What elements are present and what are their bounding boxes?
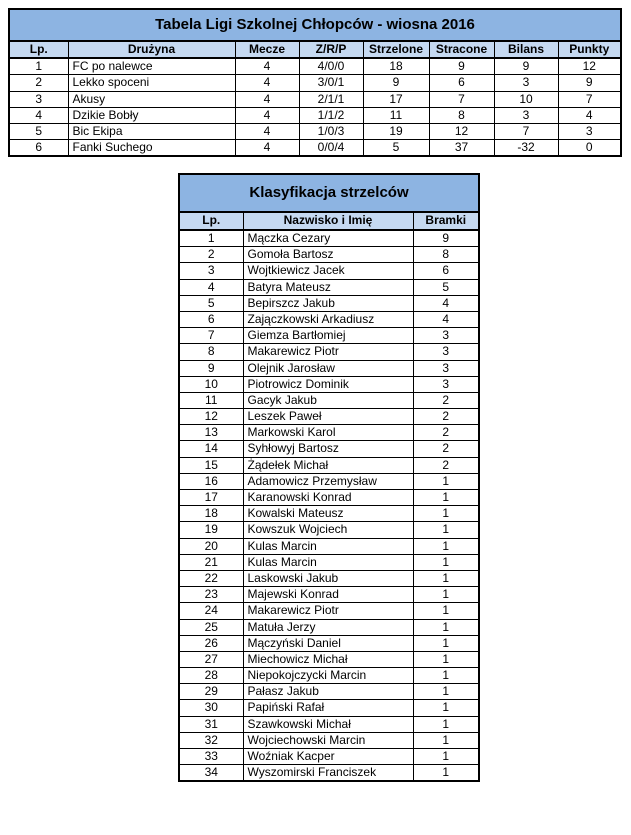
table-cell: Wojciechowski Marcin [243, 732, 413, 748]
table-cell: Kowszuk Wojciech [243, 522, 413, 538]
table-cell: 12 [558, 58, 621, 75]
table-row [179, 230, 479, 247]
table-cell: Zajączkowski Arkadiusz [243, 311, 413, 327]
table-row [179, 587, 479, 603]
table-cell: 33 [179, 749, 243, 765]
table-cell: 1 [413, 522, 479, 538]
table-row [179, 409, 479, 425]
scorers-title-row [179, 174, 479, 212]
league-header-row [9, 41, 621, 58]
column-header-druzyna: Drużyna [68, 41, 235, 58]
table-cell: 1 [413, 570, 479, 586]
table-cell: 30 [179, 700, 243, 716]
table-cell: 5 [413, 279, 479, 295]
table-cell: 1 [413, 716, 479, 732]
table-cell: 2 [413, 457, 479, 473]
table-row [179, 700, 479, 716]
table-cell: Markowski Karol [243, 425, 413, 441]
table-cell: Kulas Marcin [243, 538, 413, 554]
table-cell: 1 [413, 473, 479, 489]
table-cell: 1 [179, 230, 243, 247]
column-header-mecze: Mecze [235, 41, 299, 58]
table-row [179, 473, 479, 489]
table-row [9, 107, 621, 123]
table-cell: Leszek Paweł [243, 409, 413, 425]
table-row [179, 603, 479, 619]
table-row [179, 457, 479, 473]
table-row [179, 376, 479, 392]
table-row [179, 247, 479, 263]
table-cell: 1 [413, 587, 479, 603]
table-row [179, 311, 479, 327]
table-row [9, 123, 621, 139]
table-row [9, 58, 621, 75]
table-cell: 12 [429, 123, 494, 139]
column-header-stracone: Stracone [429, 41, 494, 58]
table-cell: 11 [179, 392, 243, 408]
league-table [8, 8, 622, 157]
table-cell: 1 [413, 668, 479, 684]
column-header-nazwisko: Nazwisko i Imię [243, 212, 413, 230]
table-cell: Gacyk Jakub [243, 392, 413, 408]
column-header-lp: Lp. [179, 212, 243, 230]
table-cell: 1 [413, 554, 479, 570]
table-cell: Żądełek Michał [243, 457, 413, 473]
table-cell: Makarewicz Piotr [243, 344, 413, 360]
table-cell: Giemza Bartłomiej [243, 328, 413, 344]
table-cell: 1 [413, 619, 479, 635]
table-cell: 3 [413, 376, 479, 392]
table-cell: 10 [494, 91, 558, 107]
table-cell: 1 [413, 506, 479, 522]
table-cell: Fanki Suchego [68, 140, 235, 157]
column-header-strzelone: Strzelone [363, 41, 429, 58]
table-cell: 4 [413, 311, 479, 327]
table-cell: 2 [413, 409, 479, 425]
table-row [179, 651, 479, 667]
table-cell: 1 [9, 58, 68, 75]
table-cell: 2/1/1 [299, 91, 363, 107]
table-cell: 1 [413, 732, 479, 748]
table-cell: 4 [235, 140, 299, 157]
table-row [9, 140, 621, 157]
table-row [9, 91, 621, 107]
table-cell: 1 [413, 749, 479, 765]
table-cell: 8 [179, 344, 243, 360]
table-cell: 1/1/2 [299, 107, 363, 123]
table-cell: 26 [179, 635, 243, 651]
table-row [179, 749, 479, 765]
table-row [179, 554, 479, 570]
table-cell: Piotrowicz Dominik [243, 376, 413, 392]
table-cell: 4 [235, 58, 299, 75]
table-cell: Makarewicz Piotr [243, 603, 413, 619]
table-cell: 10 [179, 376, 243, 392]
table-cell: 19 [363, 123, 429, 139]
table-cell: 3 [413, 360, 479, 376]
table-cell: 5 [179, 295, 243, 311]
table-cell: 2 [413, 392, 479, 408]
table-cell: 4 [235, 107, 299, 123]
table-cell: 1 [413, 700, 479, 716]
table-cell: Bepirszcz Jakub [243, 295, 413, 311]
table-cell: 9 [558, 75, 621, 91]
table-cell: Mączka Cezary [243, 230, 413, 247]
column-header-bramki: Bramki [413, 212, 479, 230]
table-cell: 3 [9, 91, 68, 107]
table-cell: 4 [235, 91, 299, 107]
table-cell: 32 [179, 732, 243, 748]
scorers-table-title: Klasyfikacja strzelców [179, 174, 479, 212]
table-cell: Bic Ekipa [68, 123, 235, 139]
table-cell: Niepokojczycki Marcin [243, 668, 413, 684]
table-cell: Matuła Jerzy [243, 619, 413, 635]
table-cell: 7 [429, 91, 494, 107]
table-cell: Kowalski Mateusz [243, 506, 413, 522]
table-cell: 3/0/1 [299, 75, 363, 91]
table-row [179, 392, 479, 408]
table-row [179, 716, 479, 732]
table-cell: 1 [413, 490, 479, 506]
table-row [179, 295, 479, 311]
table-cell: 9 [413, 230, 479, 247]
table-cell: 1 [413, 538, 479, 554]
table-cell: Adamowicz Przemysław [243, 473, 413, 489]
table-cell: 9 [363, 75, 429, 91]
table-cell: 29 [179, 684, 243, 700]
table-cell: 2 [9, 75, 68, 91]
table-row [9, 75, 621, 91]
table-cell: 4 [558, 107, 621, 123]
table-cell: Akusy [68, 91, 235, 107]
table-cell: 8 [413, 247, 479, 263]
table-cell: Mączyński Daniel [243, 635, 413, 651]
table-cell: 17 [179, 490, 243, 506]
table-cell: Wojtkiewicz Jacek [243, 263, 413, 279]
league-title-row [9, 9, 621, 41]
table-row [179, 635, 479, 651]
table-cell: 1 [413, 765, 479, 782]
table-cell: 4 [9, 107, 68, 123]
table-cell: 2 [179, 247, 243, 263]
table-cell: 12 [179, 409, 243, 425]
table-row [179, 360, 479, 376]
table-cell: 2 [413, 441, 479, 457]
table-cell: Batyra Mateusz [243, 279, 413, 295]
table-row [179, 522, 479, 538]
table-cell: 8 [429, 107, 494, 123]
table-row [179, 328, 479, 344]
table-row [179, 538, 479, 554]
table-cell: Woźniak Kacper [243, 749, 413, 765]
table-cell: 25 [179, 619, 243, 635]
table-cell: Lekko spoceni [68, 75, 235, 91]
table-cell: 4 [235, 75, 299, 91]
table-cell: 4 [179, 279, 243, 295]
table-row [179, 684, 479, 700]
table-cell: 5 [363, 140, 429, 157]
table-cell: 23 [179, 587, 243, 603]
table-cell: FC po nalewce [68, 58, 235, 75]
table-cell: 28 [179, 668, 243, 684]
table-cell: 37 [429, 140, 494, 157]
table-cell: 21 [179, 554, 243, 570]
table-cell: Karanowski Konrad [243, 490, 413, 506]
table-row [179, 765, 479, 782]
table-cell: 17 [363, 91, 429, 107]
table-cell: Olejnik Jarosław [243, 360, 413, 376]
table-cell: 1 [413, 603, 479, 619]
table-cell: 3 [179, 263, 243, 279]
column-header-zrp: Z/R/P [299, 41, 363, 58]
table-cell: 31 [179, 716, 243, 732]
table-cell: 3 [413, 344, 479, 360]
table-cell: 15 [179, 457, 243, 473]
table-cell: 0 [558, 140, 621, 157]
table-cell: 24 [179, 603, 243, 619]
table-cell: 3 [494, 107, 558, 123]
table-row [179, 570, 479, 586]
table-cell: 19 [179, 522, 243, 538]
table-cell: 2 [413, 425, 479, 441]
table-row [179, 425, 479, 441]
table-cell: 4 [235, 123, 299, 139]
table-cell: -32 [494, 140, 558, 157]
table-cell: Gomoła Bartosz [243, 247, 413, 263]
table-row [179, 441, 479, 457]
table-row [179, 490, 479, 506]
table-cell: 7 [179, 328, 243, 344]
table-cell: 6 [429, 75, 494, 91]
table-cell: 14 [179, 441, 243, 457]
table-cell: 6 [179, 311, 243, 327]
table-cell: 9 [429, 58, 494, 75]
table-row [179, 619, 479, 635]
table-cell: Kulas Marcin [243, 554, 413, 570]
column-header-bilans: Bilans [494, 41, 558, 58]
table-row [179, 732, 479, 748]
table-cell: 34 [179, 765, 243, 782]
scorers-header-row [179, 212, 479, 230]
table-cell: 27 [179, 651, 243, 667]
table-cell: 1 [413, 651, 479, 667]
table-cell: Dzikie Bobły [68, 107, 235, 123]
table-cell: 6 [413, 263, 479, 279]
table-cell: 7 [494, 123, 558, 139]
table-cell: Miechowicz Michał [243, 651, 413, 667]
table-cell: 1 [413, 684, 479, 700]
table-cell: Laskowski Jakub [243, 570, 413, 586]
table-cell: 3 [494, 75, 558, 91]
table-row [179, 263, 479, 279]
table-cell: 3 [558, 123, 621, 139]
table-cell: Szawkowski Michał [243, 716, 413, 732]
table-cell: 11 [363, 107, 429, 123]
table-cell: 1 [413, 635, 479, 651]
table-cell: 9 [494, 58, 558, 75]
table-cell: Syhłowyj Bartosz [243, 441, 413, 457]
table-cell: 3 [413, 328, 479, 344]
table-cell: 0/0/4 [299, 140, 363, 157]
table-row [179, 506, 479, 522]
scorers-table [178, 173, 480, 782]
table-cell: 18 [179, 506, 243, 522]
table-cell: 22 [179, 570, 243, 586]
table-row [179, 279, 479, 295]
table-cell: Pałasz Jakub [243, 684, 413, 700]
table-cell: 9 [179, 360, 243, 376]
table-cell: 13 [179, 425, 243, 441]
table-cell: 16 [179, 473, 243, 489]
table-cell: 4 [413, 295, 479, 311]
table-cell: 1/0/3 [299, 123, 363, 139]
table-cell: Wyszomirski Franciszek [243, 765, 413, 782]
table-cell: 18 [363, 58, 429, 75]
table-cell: Papiński Rafał [243, 700, 413, 716]
table-row [179, 668, 479, 684]
league-table-title: Tabela Ligi Szkolnej Chłopców - wiosna 2016 [9, 9, 621, 41]
table-cell: 6 [9, 140, 68, 157]
table-cell: Majewski Konrad [243, 587, 413, 603]
table-row [179, 344, 479, 360]
table-cell: 7 [558, 91, 621, 107]
column-header-punkty: Punkty [558, 41, 621, 58]
table-cell: 4/0/0 [299, 58, 363, 75]
table-cell: 5 [9, 123, 68, 139]
column-header-lp: Lp. [9, 41, 68, 58]
table-cell: 20 [179, 538, 243, 554]
